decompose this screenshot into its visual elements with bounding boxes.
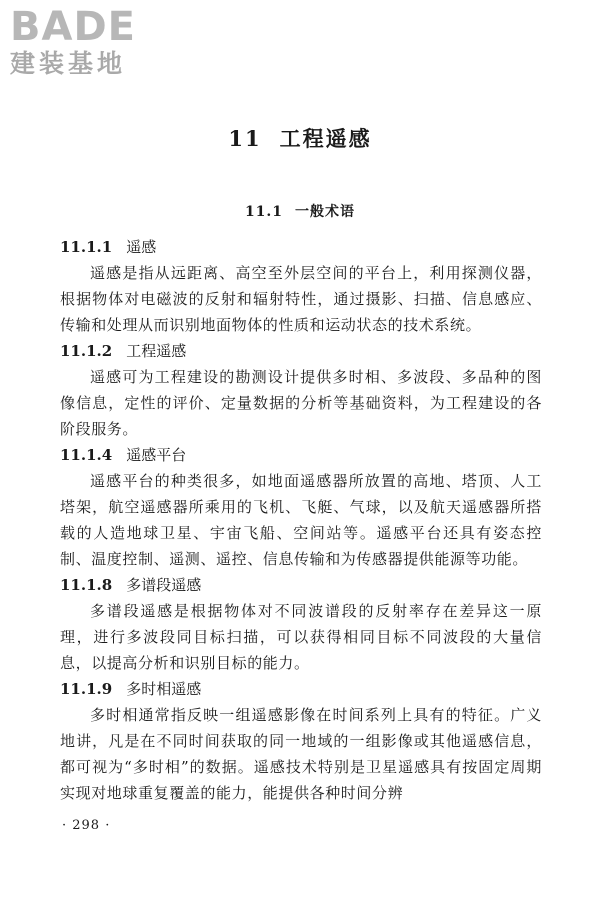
chapter-title-text: 工程遥感 xyxy=(279,126,372,151)
section-title-text: 一般术语 xyxy=(295,204,356,220)
entry-code: 11.1.1 xyxy=(60,238,113,256)
term-entry xyxy=(60,572,542,676)
entry-code: 11.1.2 xyxy=(60,342,113,360)
entry-text: 多时相通常指反映一组遥感影像在时间系列上具有的特征。广义地讲，凡是在不同时间获取的同一地域的一组影像或其他遥感信息，都可视为“多时相”的数据。遥感技术特别是卫星遥感具有按固定周期实现对地球重复覆盖的能力，能提供各种时间分辨 xyxy=(60,706,542,802)
document-body xyxy=(60,234,542,806)
logo-brand-text: BADE xyxy=(10,4,136,50)
entry-text: 遥感可为工程建设的勘测设计提供多时相、多波段、多品种的图像信息，定性的评价、定量数据的分析等基础资料，为工程建设的各阶段服务。 xyxy=(60,368,542,438)
entry-heading xyxy=(60,572,542,598)
entry-term: 遥感 xyxy=(126,238,157,256)
entry-heading xyxy=(60,442,542,468)
entry-heading xyxy=(60,234,542,260)
entry-code: 11.1.9 xyxy=(60,680,113,698)
term-entry xyxy=(60,442,542,572)
chapter-title xyxy=(0,123,600,153)
entry-text: 遥感平台的种类很多，如地面遥感器所放置的高地、塔顶、人工塔架，航空遥感器所乘用的飞机、飞艇、气球，以及航天遥感器所搭载的人造地球卫星、宇宙飞船、空间站等。遥感平台还具有姿态控制、温度控制、遥测、遥控、信息传输和为传感器提供能源等功能。 xyxy=(60,472,542,568)
section-title xyxy=(0,201,600,221)
entry-heading xyxy=(60,338,542,364)
entry-term: 多谱段遥感 xyxy=(126,576,202,594)
entry-text: 遥感是指从远距离、高空至外层空间的平台上，利用探测仪器，根据物体对电磁波的反射和辐射特性，通过摄影、扫描、信息感应、传输和处理从而识别地面物体的性质和运动状态的技术系统。 xyxy=(60,264,542,334)
logo-subtitle-text: 建装基地 xyxy=(10,49,127,78)
entry-heading xyxy=(60,676,542,702)
chapter-number: 11 xyxy=(228,126,262,151)
term-entry xyxy=(60,338,542,442)
entry-term: 遥感平台 xyxy=(126,446,187,464)
page-number: · 298 · xyxy=(62,818,111,833)
entry-code: 11.1.8 xyxy=(60,576,113,594)
entry-code: 11.1.4 xyxy=(60,446,113,464)
section-number: 11.1 xyxy=(244,204,284,220)
entry-text: 多谱段遥感是根据物体对不同波谱段的反射率存在差异这一原理，进行多波段同目标扫描，可以获得相同目标不同波段的大量信息，以提高分析和识别目标的能力。 xyxy=(60,602,542,672)
site-logo xyxy=(10,6,170,80)
term-entry xyxy=(60,234,542,338)
entry-term: 工程遥感 xyxy=(126,342,187,360)
term-entry xyxy=(60,676,542,806)
entry-term: 多时相遥感 xyxy=(126,680,202,698)
